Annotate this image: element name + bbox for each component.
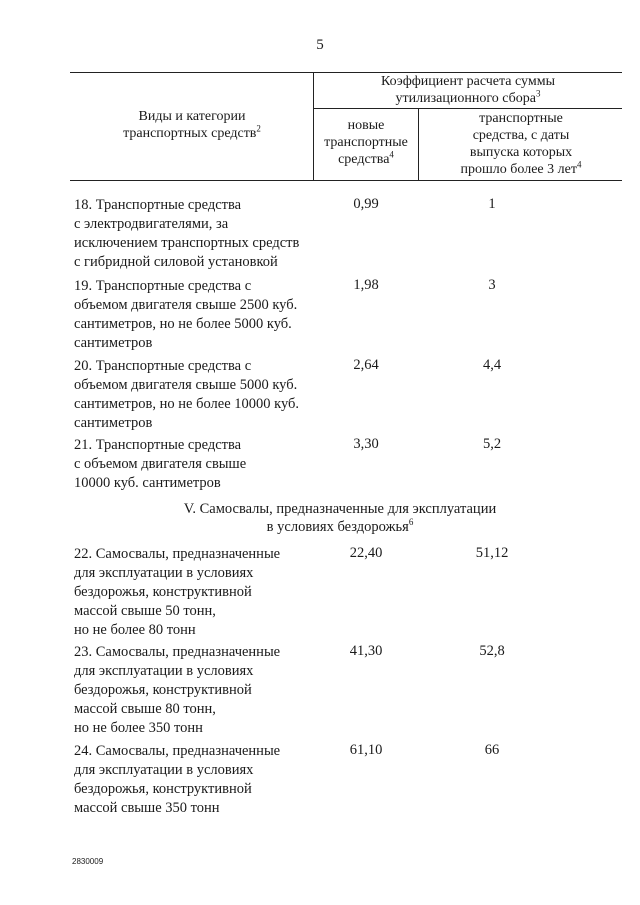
header-new-line3-text: средства	[338, 152, 390, 167]
section-title	[70, 500, 610, 536]
row-21-line3: 10000 куб. сантиметров	[74, 475, 221, 491]
footer-code: 2830009	[72, 857, 104, 866]
row-18-description	[74, 196, 324, 272]
header-old-line4-text: прошло более 3 лет	[460, 162, 577, 177]
row-24-line2: для эксплуатации в условиях	[74, 762, 254, 778]
row-23-line1: 23. Самосвалы, предназначенные	[74, 644, 281, 660]
row-23-line3: бездорожья, конструктивной	[74, 682, 252, 698]
header-coefficient	[316, 73, 620, 107]
row-18-line4: с гибридной силовой установкой	[74, 254, 278, 270]
row-19-line3: сантиметров, но не более 5000 куб.	[74, 316, 292, 332]
header-categories-sup: 2	[256, 123, 261, 134]
row-20-line4: сантиметров	[74, 415, 153, 431]
header-bottom-rule	[70, 180, 622, 181]
header-categories-line2-text: транспортных средств	[123, 126, 257, 141]
row-23-line2: для эксплуатации в условиях	[74, 663, 254, 679]
row-19-description	[74, 277, 324, 353]
row-22-line1: 22. Самосвалы, предназначенные	[74, 546, 281, 562]
row-21-line1: 21. Транспортные средства	[74, 437, 242, 453]
header-old-sup: 4	[576, 159, 582, 170]
row-20-new-value: 2,64	[353, 357, 379, 373]
row-24-line1: 24. Самосвалы, предназначенные	[74, 743, 281, 759]
header-new-vehicles	[314, 117, 418, 168]
page-number: 5	[316, 37, 324, 53]
row-20-line1: 20. Транспортные средства с	[74, 358, 252, 374]
row-19-new-value: 1,98	[353, 277, 379, 293]
row-21-old-value: 5,2	[482, 436, 502, 452]
row-22-line5: но не более 80 тонн	[74, 622, 196, 638]
header-new-line3	[314, 151, 418, 168]
row-19-line1: 19. Транспортные средства с	[74, 278, 252, 294]
header-coefficient-sup: 3	[535, 88, 541, 99]
header-old-line2: средства, с даты	[472, 128, 570, 143]
header-coefficient-line1: Коэффициент расчета суммы	[381, 74, 555, 89]
row-22-line2: для эксплуатации в условиях	[74, 565, 254, 581]
row-19-line2: объемом двигателя свыше 2500 куб.	[74, 297, 298, 313]
row-20-old-value: 4,4	[482, 357, 502, 373]
row-23-new-value: 41,30	[349, 643, 383, 659]
row-20-line3: сантиметров, но не более 10000 куб.	[74, 396, 300, 412]
row-19-line4: сантиметров	[74, 335, 153, 351]
row-18-line2: с электродвигателями, за	[74, 216, 229, 232]
row-22-new-value: 22,40	[349, 545, 383, 561]
row-22-line3: бездорожья, конструктивной	[74, 584, 252, 600]
header-divider-sub	[418, 108, 419, 180]
header-old-line3: выпуска которых	[469, 145, 573, 160]
header-old-line4	[420, 161, 622, 178]
header-new-line1: новые	[347, 118, 385, 133]
header-new-line2: транспортные	[324, 135, 408, 150]
section-title-sup: 6	[408, 517, 414, 528]
section-title-line1: V. Самосвалы, предназначенные для эксплуатации	[183, 501, 497, 517]
row-22-old-value: 51,12	[475, 545, 509, 561]
row-22-description	[74, 545, 324, 640]
row-19-old-value: 3	[488, 277, 496, 293]
header-new-sup: 4	[389, 149, 394, 160]
row-21-description	[74, 436, 324, 493]
header-coefficient-line2	[316, 90, 620, 107]
row-21-new-value: 3,30	[353, 436, 379, 452]
header-categories	[74, 108, 310, 142]
row-24-line4: массой свыше 350 тонн	[74, 800, 220, 816]
row-23-description	[74, 643, 324, 738]
row-18-line3: исключением транспортных средств	[74, 235, 300, 251]
header-mid-rule	[313, 108, 622, 109]
row-18-old-value: 1	[488, 196, 496, 212]
row-23-old-value: 52,8	[479, 643, 505, 659]
row-18-line1: 18. Транспортные средства	[74, 197, 242, 213]
row-24-line3: бездорожья, конструктивной	[74, 781, 252, 797]
row-20-description	[74, 357, 324, 433]
header-categories-line2	[74, 125, 310, 142]
row-23-line4: массой свыше 80 тонн,	[74, 701, 216, 717]
row-18-new-value: 0,99	[353, 196, 379, 212]
header-coefficient-line2-text: утилизационного сбора	[395, 91, 536, 106]
row-24-new-value: 61,10	[349, 742, 383, 758]
row-22-line4: массой свыше 50 тонн,	[74, 603, 216, 619]
section-title-line2	[70, 518, 610, 536]
row-24-description	[74, 742, 324, 818]
header-old-vehicles	[420, 110, 622, 178]
row-21-line2: с объемом двигателя свыше	[74, 456, 247, 472]
row-20-line2: объемом двигателя свыше 5000 куб.	[74, 377, 298, 393]
row-23-line5: но не более 350 тонн	[74, 720, 203, 736]
header-old-line1: транспортные	[479, 111, 563, 126]
header-categories-line1: Виды и категории	[138, 109, 246, 124]
row-24-old-value: 66	[484, 742, 500, 758]
section-title-line2-text: в условиях бездорожья	[266, 519, 409, 535]
